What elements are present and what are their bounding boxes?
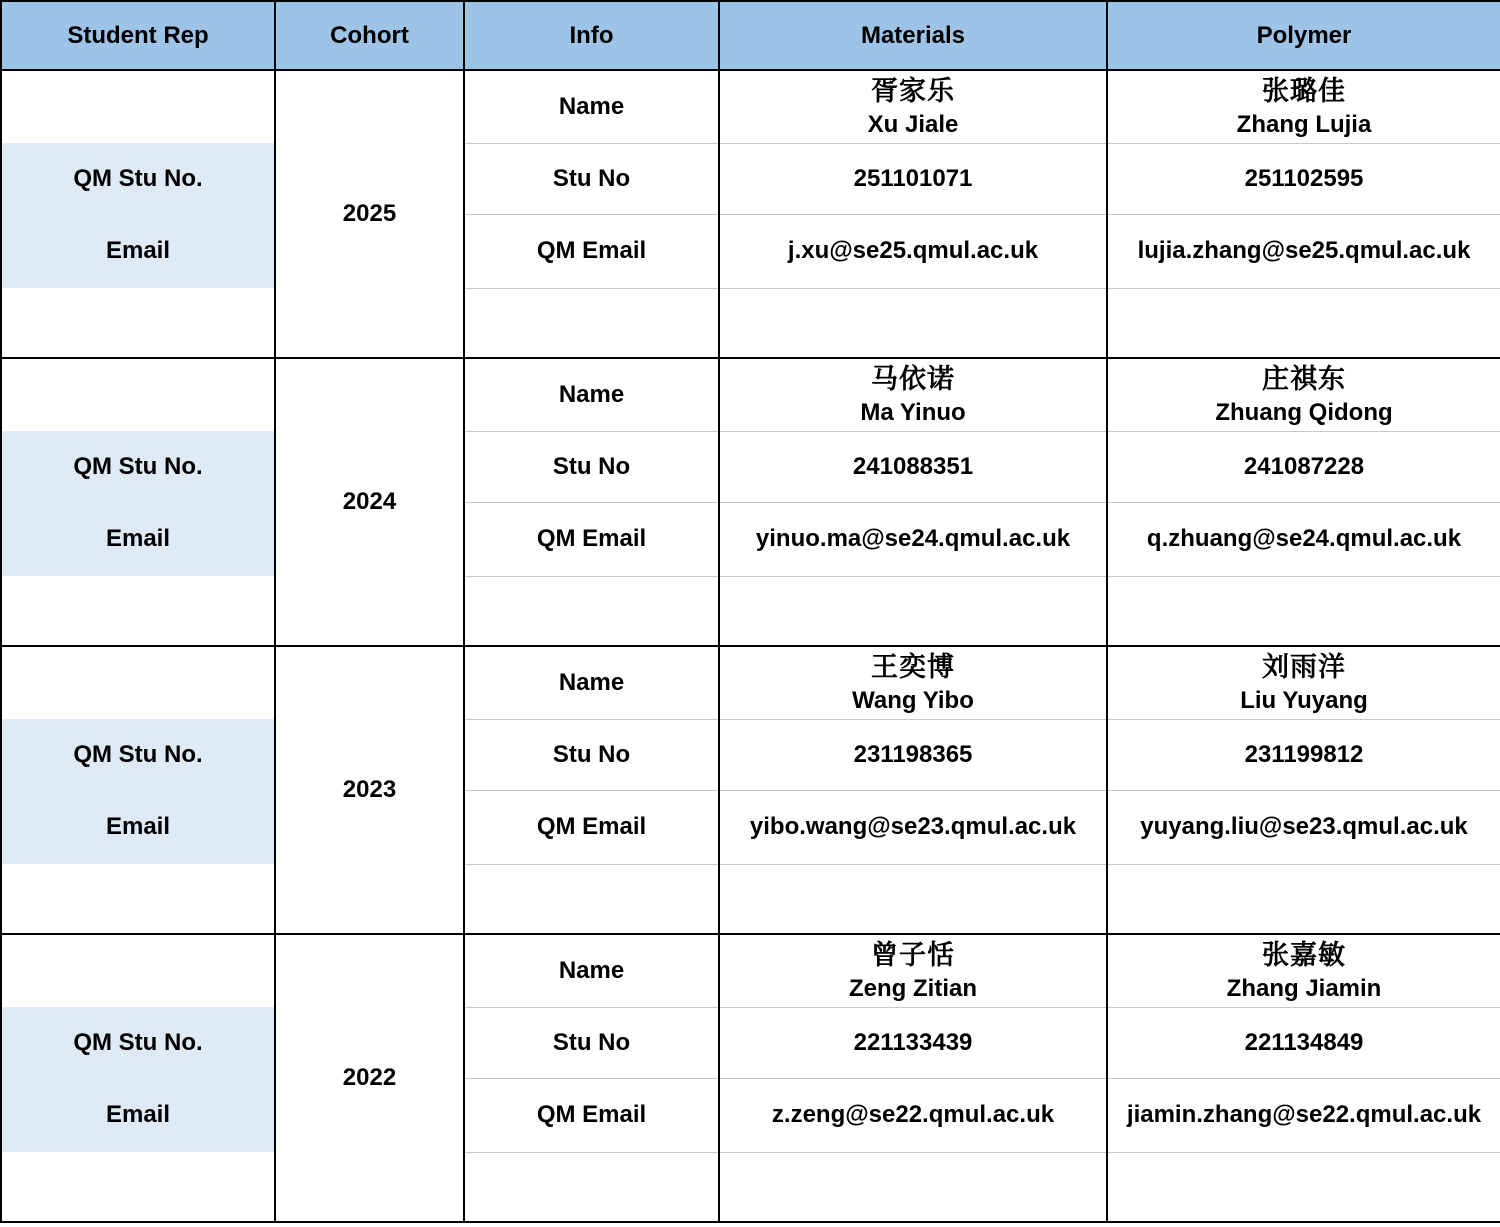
name-chinese: 张璐佳 (1262, 75, 1346, 106)
table-row (1, 214, 1500, 288)
spacer-cell (1, 1152, 275, 1222)
materials-stu-no-cell: 221133439 (719, 1007, 1107, 1078)
header-row (1, 1, 1500, 70)
name-pinyin: Zhuang Qidong (1215, 398, 1393, 426)
name-pinyin: Ma Yinuo (860, 398, 966, 426)
spacer-cell (1107, 576, 1500, 646)
table-row (1, 790, 1500, 864)
row-label-qm-stu-no: QM Stu No. (1, 719, 275, 790)
materials-email-cell: yinuo.ma@se24.qmul.ac.uk (719, 502, 1107, 576)
row-label-qm-email: QM Email (464, 502, 719, 576)
column-header-materials: Materials (719, 1, 1107, 70)
table-row (1, 502, 1500, 576)
materials-name-cell (719, 646, 1107, 719)
polymer-email-cell: lujia.zhang@se25.qmul.ac.uk (1107, 214, 1500, 288)
table-row (1, 1078, 1500, 1152)
row-label-email: Email (1, 502, 275, 576)
materials-email-cell: j.xu@se25.qmul.ac.uk (719, 214, 1107, 288)
name-pinyin: Zhang Lujia (1236, 110, 1372, 138)
column-header-polymer: Polymer (1107, 1, 1500, 70)
materials-email-cell: yibo.wang@se23.qmul.ac.uk (719, 790, 1107, 864)
table-row (1, 864, 1500, 934)
table-row (1, 431, 1500, 502)
spacer-cell (1, 934, 275, 1007)
row-label-email: Email (1, 1078, 275, 1152)
table-row (1, 288, 1500, 358)
spacer-cell (719, 864, 1107, 934)
polymer-email-cell: jiamin.zhang@se22.qmul.ac.uk (1107, 1078, 1500, 1152)
cohort-year-cell: 2024 (275, 358, 464, 646)
materials-email-cell: z.zeng@se22.qmul.ac.uk (719, 1078, 1107, 1152)
name-chinese: 张嘉敏 (1262, 939, 1346, 970)
row-label-name: Name (464, 358, 719, 431)
table-row (1, 646, 1500, 719)
name-chinese: 胥家乐 (871, 75, 955, 106)
table-row (1, 143, 1500, 214)
polymer-stu-no-cell: 231199812 (1107, 719, 1500, 790)
polymer-name-cell (1107, 934, 1500, 1007)
cohort-year-cell: 2025 (275, 70, 464, 358)
spacer-cell (1, 288, 275, 358)
table-row (1, 1007, 1500, 1078)
table-row (1, 934, 1500, 1007)
column-header-cohort: Cohort (275, 1, 464, 70)
polymer-email-cell: yuyang.liu@se23.qmul.ac.uk (1107, 790, 1500, 864)
spacer-cell (1, 864, 275, 934)
table-row (1, 719, 1500, 790)
column-header-student-rep: Student Rep (1, 1, 275, 70)
name-pinyin: Liu Yuyang (1240, 686, 1368, 714)
spacer-cell (464, 576, 719, 646)
row-label-name: Name (464, 646, 719, 719)
spacer-cell (1, 576, 275, 646)
polymer-stu-no-cell: 241087228 (1107, 431, 1500, 502)
row-label-qm-stu-no: QM Stu No. (1, 1007, 275, 1078)
name-pinyin: Zhang Jiamin (1226, 974, 1382, 1002)
row-label-qm-stu-no: QM Stu No. (1, 431, 275, 502)
polymer-name-cell (1107, 646, 1500, 719)
name-chinese: 曾子恬 (871, 939, 955, 970)
spacer-cell (1, 358, 275, 431)
table-row (1, 1152, 1500, 1222)
cohort-year-cell: 2022 (275, 934, 464, 1222)
name-pinyin: Xu Jiale (867, 110, 959, 138)
materials-stu-no-cell: 251101071 (719, 143, 1107, 214)
polymer-name-cell (1107, 70, 1500, 143)
materials-name-cell (719, 358, 1107, 431)
spacer-cell (1107, 288, 1500, 358)
spacer-cell (1107, 864, 1500, 934)
materials-stu-no-cell: 231198365 (719, 719, 1107, 790)
row-label-name: Name (464, 934, 719, 1007)
row-label-stu-no: Stu No (464, 143, 719, 214)
polymer-stu-no-cell: 221134849 (1107, 1007, 1500, 1078)
row-label-email: Email (1, 214, 275, 288)
name-chinese: 刘雨洋 (1262, 651, 1346, 682)
table-row (1, 358, 1500, 431)
row-label-qm-email: QM Email (464, 214, 719, 288)
spacer-cell (719, 288, 1107, 358)
name-chinese: 庄祺东 (1262, 363, 1346, 394)
polymer-stu-no-cell: 251102595 (1107, 143, 1500, 214)
row-label-stu-no: Stu No (464, 719, 719, 790)
spacer-cell (1, 70, 275, 143)
polymer-name-cell (1107, 358, 1500, 431)
materials-name-cell (719, 934, 1107, 1007)
name-pinyin: Zeng Zitian (849, 974, 977, 1002)
row-label-qm-stu-no: QM Stu No. (1, 143, 275, 214)
spacer-cell (719, 576, 1107, 646)
row-label-name: Name (464, 70, 719, 143)
name-chinese: 马依诺 (871, 363, 955, 394)
spacer-cell (464, 288, 719, 358)
row-label-stu-no: Stu No (464, 1007, 719, 1078)
spacer-cell (1107, 1152, 1500, 1222)
spacer-cell (1, 646, 275, 719)
spacer-cell (719, 1152, 1107, 1222)
table-row (1, 70, 1500, 143)
row-label-qm-email: QM Email (464, 1078, 719, 1152)
row-label-qm-email: QM Email (464, 790, 719, 864)
spacer-cell (464, 1152, 719, 1222)
name-pinyin: Wang Yibo (852, 686, 974, 714)
cohort-year-cell: 2023 (275, 646, 464, 934)
row-label-email: Email (1, 790, 275, 864)
column-header-info: Info (464, 1, 719, 70)
table-row (1, 576, 1500, 646)
polymer-email-cell: q.zhuang@se24.qmul.ac.uk (1107, 502, 1500, 576)
materials-stu-no-cell: 241088351 (719, 431, 1107, 502)
name-chinese: 王奕博 (871, 651, 955, 682)
spacer-cell (464, 864, 719, 934)
row-label-stu-no: Stu No (464, 431, 719, 502)
materials-name-cell (719, 70, 1107, 143)
